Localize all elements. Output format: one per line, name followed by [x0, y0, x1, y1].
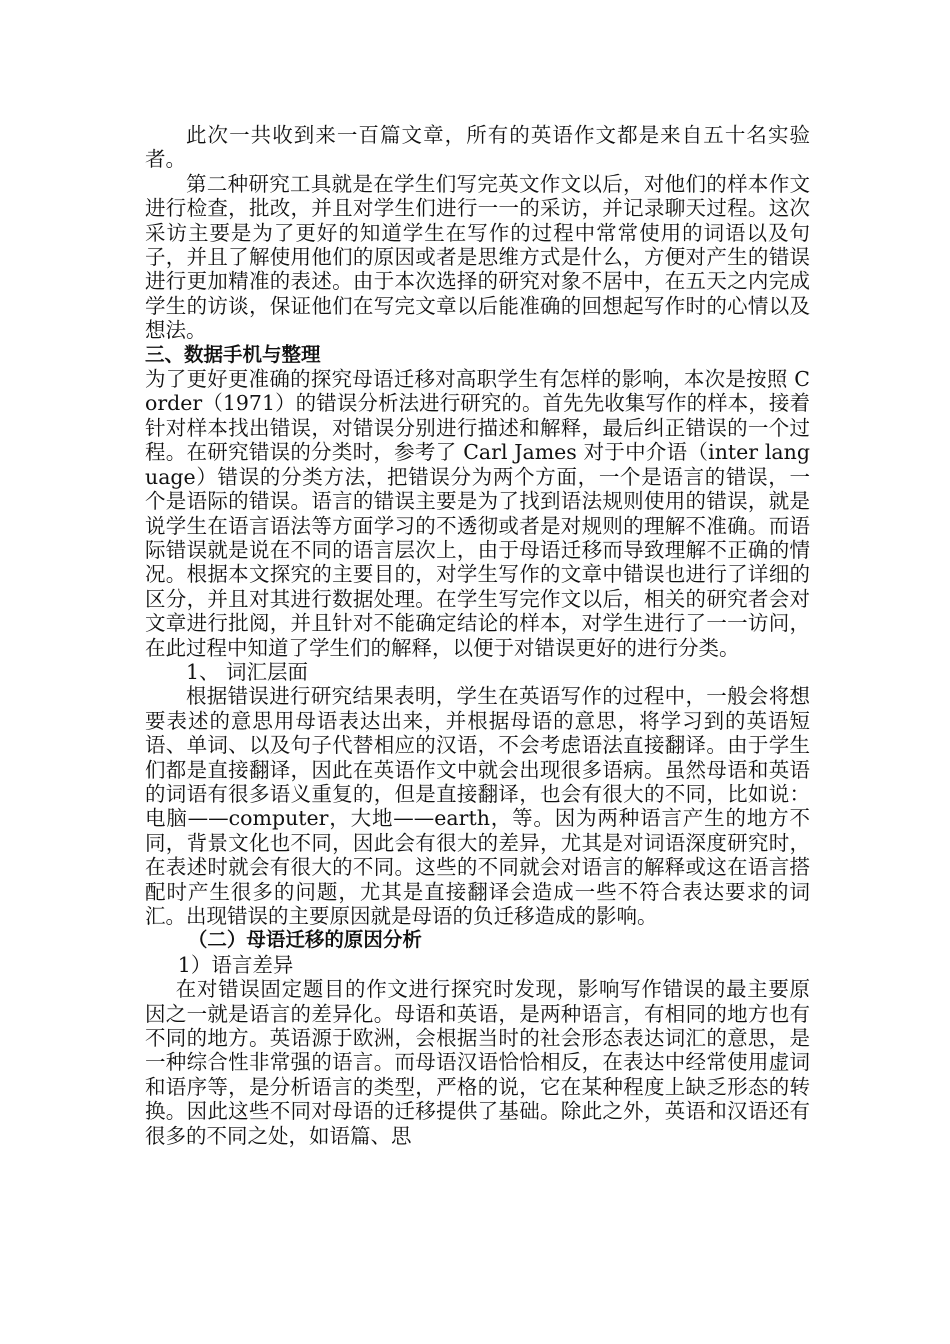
- section-heading-data-collection: 三、数据手机与整理: [145, 342, 321, 366]
- paragraph-vocabulary-errors: 根据错误进行研究结果表明，学生在英语写作的过程中，一般会将想要表述的意思用母语表达出来，并根据母语的意思，将学习到的英语短语、单词、以及句子代替相应的汉语，不会考虑语法直接翻译。由于学生们都是直接翻译，因此在英语作文中就会出现很多语病。虽然母语和英语的词语有很多语义重复的，但是直接翻译，也会有很大的不同，比如说：电脑——computer，大地——earth，等。因为两种语言产生的地方不同，背景文化也不同，因此会有很大的差异，尤其是对词语深度研究时，在表述时就会有很大的不同。这些的不同就会对语言的解释或这在语言搭配时产生很多的问题，尤其是直接翻译会造成一些不符合表达要求的词汇。出现错误的主要原因就是母语的负迁移造成的影响。: [145, 684, 810, 928]
- section-heading-transfer-causes: （二）母语迁移的原因分析: [187, 928, 422, 952]
- paragraph-error-analysis: 为了更好更准确的探究母语迁移对高职学生有怎样的影响，本次是按照 Corder（1971）的错误分析法进行研究的。首先先收集写作的样本，接着针对样本找出错误，对错误分别进行描述和解释，最后纠正错误的一个过程。在研究错误的分类时，参考了 Carl James 对于中介语（inter language）错误的分类方法，把错误分为两个方面，一个是语言的错误，一个是语际的错误。语言的错误主要是为了找到语法规则使用的错误，就是说学生在语言语法等方面学习的不透彻或者是对规则的理解不准确。而语际错误就是说在不同的语言层次上，由于母语迁移而导致理解不正确的情况。根据本文探究的主要目的，对学生写作的文章中错误也进行了详细的区分，并且对其进行数据处理。在学生写完作文以后，相关的研究者会对文章进行批阅，并且针对不能确定结论的样本，对学生进行了一一访问，在此过程中知道了学生们的解释，以便于对错误更好的进行分类。: [145, 367, 810, 660]
- paragraph-sample-count: 此次一共收到来一百篇文章，所有的英语作文都是来自五十名实验者。: [145, 123, 810, 172]
- paragraph-research-tool: 第二种研究工具就是在学生们写完英文作文以后，对他们的样本作文进行检查，批改，并且对学生们进行一一的采访，并记录聊天过程。这次采访主要是为了更好的知道学生在写作的过程中常常使用的词语以及句子，并且了解使用他们的原因或者是思维方式是什么，方便对产生的错误进行更加精准的表述。由于本次选择的研究对象不居中，在五天之内完成学生的访谈，保证他们在写完文章以后能准确的回想起写作时的心情以及想法。: [145, 171, 810, 343]
- subheading-language-differences: 1）语言差异: [177, 952, 294, 977]
- paragraph-language-differences: 在对错误固定题目的作文进行探究时发现，影响写作错误的最主要原因之一就是语言的差异化。母语和英语，是两种语言，有相同的地方也有不同的地方。英语源于欧洲，会根据当时的社会形态表达词汇的意思，是一种综合性非常强的语言。而母语汉语恰恰相反，在表达中经常使用虚词和语序等，是分析语言的类型，严格的说，它在某种程度上缺乏形态的转换。因此这些不同对母语的迁移提供了基础。除此之外，英语和汉语还有很多的不同之处，如语篇、思: [145, 977, 810, 1148]
- document-body: [145, 123, 810, 1148]
- subheading-vocabulary-level: 1、 词汇层面: [186, 659, 309, 684]
